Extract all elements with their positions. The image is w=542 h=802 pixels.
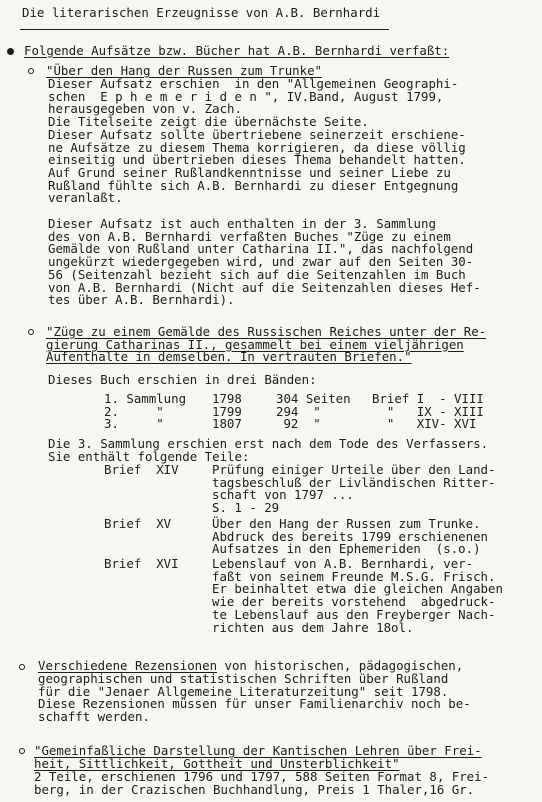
item1-desc-line: Dieser Aufsatz sollte übertriebene seinerzeit erschiene- [48,126,466,142]
item4-title-line: "Gemeinfaßliche Darstellung der Kantischen Lehren über Frei- [34,743,482,758]
part-text-line: tagsbeschluß der Livländischen Ritter- [212,474,496,490]
volume-number: 2. " [104,403,164,419]
filled-bullet-icon [7,48,14,55]
item1-desc-line: Auf Grund seiner Rußlandkenntnisse und seiner Liebe zu [48,164,451,180]
volume-number: 1. Sammlung [104,391,187,406]
part-text-line: Er beinhaltet etwa die gleichen Angaben [212,581,503,597]
page-title: Die literarischen Erzeugnisse von A.B. Bernhardi [22,5,381,20]
part-text-line: Prüfung einiger Urteile über den Land- [212,462,496,477]
item1-desc-line: herausgegeben von v. Zach. [48,101,242,117]
part-label: Brief XIV [104,462,179,477]
item1-note-line: Dieser Aufsatz ist auch enthalten in der 3. Sammlung [48,216,436,231]
volume-letters: Brief I - VIII [372,391,484,406]
volume-letters: " IX - XIII [372,403,484,419]
volume-number: 3. " [104,416,164,432]
item2-third-line: Sie enthält folgende Teile: [48,448,250,464]
part-text-line: Aufsatzes in den Ephemeriden (s.o.) [212,541,481,557]
item3-line: schafft werden. [38,709,150,725]
item4-line: 2 Teile, erschienen 1796 und 1797, 588 Seiten Format 8, Frei- [34,769,490,784]
volume-year: 1799 [212,403,242,419]
ring-bullet-icon [19,748,25,754]
item3-title: Verschiedene Rezensionen [38,658,218,673]
item1-note-line: tes über A.B. Bernhardi). [48,292,235,308]
volume-pages: 304 Seiten [276,391,351,406]
part-label: Brief XVI [104,556,179,571]
main-heading: Folgende Aufsätze bzw. Bücher hat A.B. Bernhardi verfaßt: [24,43,450,58]
item1-note-line: ungekürzt wiedergegeben wird, und zwar auf den Seiten 30- [48,254,474,270]
item2-title-line: "Züge zu einem Gemälde des Russischen Reiches unter der Re- [46,324,487,339]
item1-desc-line: Dieser Aufsatz erschien in den "Allgemeinen Geographi- [48,76,459,91]
item1-note-line: von A.B. Bernhardi (Nicht auf die Seitenzahlen dieses Hef- [48,279,481,295]
item2-intro: Dieses Buch erschien in drei Bänden: [48,372,317,387]
part-text-line: Über den Hang der Russen zum Trunke. [212,516,481,531]
ring-bullet-icon [28,329,34,335]
item1-note-line: Gemälde von Rußland unter Catharina II.", das nachfolgend [48,241,474,257]
volume-letters: " XIV- XVI [372,416,477,432]
item3-line: geographischen und statistischen Schriften über Rußland [38,671,449,686]
item1-desc-line: Die Titelseite zeigt die übernächste Seite. [48,114,369,130]
volume-year: 1807 [212,416,242,432]
item1-desc-line: einseitig und übertrieben dieses Thema behandelt hatten. [48,152,466,168]
item4-line: berg, in der Crazischen Buchhandlung, Preis 1 Thaler,16 Gr. [34,781,475,797]
volume-pages: 294 " [276,403,321,419]
part-label: Brief XV [104,516,172,531]
part-text-line: wie der bereits vorstehend abgedruck- [212,594,496,610]
part-text-line: Abdruck des bereits 1799 erschienenen [212,528,489,544]
ring-bullet-icon [19,664,25,670]
part-text-line: schaft von 1797 ... [212,487,354,503]
item2-title-line: Aufenthalte in demselben. In vertrauten Briefen." [46,349,412,365]
part-text-line: S. 1 - 29 [212,500,280,516]
item1-note-line: 56 (Seitenzahl bezieht sich auf die Seitenzahlen im Buch [48,266,466,282]
item1-desc-line: ne Aufsätze zu diesem Thema korrigieren, da diese völlig [48,139,466,155]
item1-title: "Über den Hang der Russen zum Trunke" [46,63,323,78]
item1-desc-line: schen E p h e m e r i d e n ", IV.Band, August 1799, [48,88,444,104]
item3-title-rest: von historischen, pädagogischen, [217,658,464,673]
item3-line: für die "Jenaer Allgemeine Literaturzeitung" seit 1798. [38,683,449,699]
ring-bullet-icon [28,68,34,74]
item1-desc-line: Rußland fühlte sich A.B. Bernhardi zu dieser Entgegnung [48,177,459,193]
item1-desc-line: veranlaßt. [48,190,123,206]
part-text-line: te Lebenslauf aus den Freyberger Nach- [212,606,496,622]
title-rule [20,29,389,30]
part-text-line: faßt von seinem Freunde M.S.G. Frisch. [212,568,496,584]
part-text-line: richten aus dem Jahre 18ol. [212,619,414,635]
item1-note-line: des von A.B. Bernhardi verfaßten Buches "Züge zu einem [48,228,451,244]
item2-third-line: Die 3. Sammlung erschien erst nach dem Tode des Verfassers. [48,436,489,451]
part-text-line: Lebenslauf von A.B. Bernhardi, ver- [212,556,474,571]
volume-pages: 92 " [276,416,321,432]
item4-title-line: heit, Sittlichkeit, Gottheit und Unsterblichkeit" [34,755,400,771]
volume-year: 1798 [212,391,242,406]
item3-line: Diese Rezensionen müssen für unser Familienarchiv noch be- [38,696,471,712]
item2-title-line: gierung Catharinas II., gesammelt bei einem vieljährigen [46,336,464,352]
